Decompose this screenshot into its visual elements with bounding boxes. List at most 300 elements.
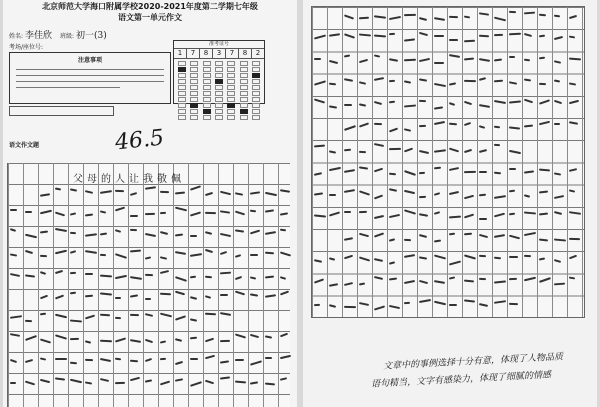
ink-stroke [314, 214, 326, 217]
ink-stroke [494, 59, 502, 62]
name-value: 李佳欣 [25, 31, 53, 41]
ink-stroke [160, 191, 169, 193]
ink-stroke [479, 234, 488, 238]
answer-bubble [227, 79, 235, 84]
school-header: 北京师范大学海口附属学校2020-2021年度第二学期七年级 [42, 2, 258, 11]
ink-stroke [280, 189, 290, 193]
answer-bubble [178, 97, 186, 102]
ink-stroke [509, 189, 515, 192]
ink-stroke [314, 145, 325, 148]
answer-bubble [252, 91, 260, 96]
ink-stroke [464, 233, 472, 236]
ink-stroke [55, 250, 67, 255]
ink-stroke [569, 255, 577, 260]
ink-stroke [130, 314, 139, 316]
ink-stroke [479, 278, 486, 280]
ink-stroke [70, 188, 77, 191]
ink-stroke [220, 294, 228, 296]
ink-stroke [494, 257, 501, 260]
ink-stroke [404, 128, 411, 132]
ink-stroke [389, 100, 395, 103]
id-digit: 2 [255, 49, 261, 57]
ink-stroke [464, 79, 476, 81]
ink-stroke [449, 190, 459, 194]
ink-stroke [175, 207, 187, 212]
ink-stroke [265, 335, 272, 338]
ink-stroke [40, 379, 50, 383]
handwritten-line [312, 207, 584, 227]
ink-stroke [554, 61, 561, 65]
ink-stroke [85, 233, 97, 236]
ink-stroke [329, 82, 336, 85]
ink-stroke [449, 261, 461, 266]
ink-stroke [85, 340, 91, 343]
ink-stroke [374, 15, 386, 18]
answer-bubble [203, 67, 211, 72]
ink-stroke [389, 304, 400, 308]
ink-stroke [389, 148, 401, 150]
ink-stroke [374, 35, 386, 38]
ink-stroke [175, 276, 187, 282]
ink-stroke [539, 169, 550, 172]
handwritten-line [312, 118, 584, 138]
answer-bubble [240, 79, 248, 84]
ink-stroke [344, 237, 353, 241]
ink-stroke [404, 80, 411, 83]
ink-stroke [329, 151, 336, 154]
ink-stroke [419, 17, 427, 21]
ink-stroke [569, 15, 577, 19]
answer-bubble [203, 85, 211, 90]
ink-stroke [524, 211, 536, 214]
ink-stroke [539, 14, 546, 17]
ink-stroke [55, 314, 67, 319]
ink-stroke [524, 232, 536, 236]
ink-stroke [464, 213, 474, 218]
ink-stroke [265, 231, 276, 235]
ink-stroke [85, 295, 93, 298]
ink-stroke [250, 254, 258, 256]
ink-stroke [449, 304, 457, 306]
ink-stroke [524, 98, 533, 103]
marking-box [9, 106, 114, 116]
ink-stroke [25, 381, 35, 386]
ink-stroke [494, 281, 506, 284]
answer-bubble [178, 103, 186, 108]
ink-stroke [85, 381, 92, 384]
ink-stroke [100, 275, 112, 278]
ink-stroke [464, 101, 472, 105]
answer-bubble [190, 109, 198, 114]
ink-stroke [314, 35, 326, 40]
ink-stroke [419, 195, 426, 197]
ink-stroke [190, 211, 201, 216]
ink-stroke [359, 81, 366, 85]
ink-stroke [389, 33, 395, 36]
answer-bubble [215, 79, 223, 84]
ink-stroke [569, 121, 578, 125]
ink-stroke [464, 122, 471, 126]
ink-stroke [25, 359, 33, 363]
ink-stroke [344, 104, 352, 106]
answer-bubble [215, 109, 223, 114]
ink-stroke [434, 192, 440, 196]
answer-bubble [215, 73, 223, 78]
ink-stroke [509, 126, 520, 129]
ink-stroke [389, 238, 395, 241]
ink-stroke [40, 255, 47, 257]
handwritten-line [312, 96, 584, 116]
id-grid-label: 准考证号 [174, 41, 264, 49]
ink-stroke [145, 358, 152, 362]
ink-stroke [40, 357, 46, 360]
ink-stroke [329, 194, 336, 196]
ink-stroke [374, 143, 384, 147]
ink-stroke [100, 254, 106, 256]
ink-stroke [554, 15, 560, 18]
ink-stroke [100, 340, 112, 343]
bubble-column [237, 60, 249, 120]
ink-stroke [40, 210, 52, 215]
ink-stroke [280, 251, 291, 256]
answer-bubble [215, 61, 223, 66]
ink-stroke [175, 378, 183, 381]
ink-stroke [55, 228, 67, 232]
answer-bubble [215, 85, 223, 90]
ink-stroke [539, 57, 545, 60]
ink-stroke [314, 98, 325, 103]
answer-bubble [178, 115, 186, 120]
ink-stroke [280, 377, 287, 381]
answer-bubble [252, 61, 260, 66]
ink-stroke [100, 232, 107, 235]
ink-stroke [494, 234, 505, 238]
ink-stroke [220, 251, 227, 255]
ink-stroke [464, 16, 470, 19]
answer-bubbles [174, 59, 264, 121]
ink-stroke [374, 168, 383, 173]
ink-stroke [434, 62, 444, 64]
ink-stroke [524, 78, 531, 81]
ink-stroke [190, 185, 201, 190]
handwritten-line [8, 225, 290, 245]
ink-stroke [389, 59, 398, 63]
ink-stroke [55, 358, 67, 360]
answer-bubble [178, 85, 186, 90]
ink-stroke [479, 255, 486, 257]
ink-stroke [130, 339, 141, 343]
ink-stroke [344, 125, 356, 131]
ink-stroke [130, 229, 137, 231]
ink-stroke [329, 304, 336, 308]
ink-stroke [479, 104, 490, 108]
ink-stroke [205, 380, 214, 385]
ink-stroke [359, 190, 370, 195]
ink-stroke [235, 291, 245, 296]
ink-stroke [479, 303, 488, 307]
ink-stroke [434, 300, 446, 305]
ink-stroke [554, 195, 564, 199]
ink-stroke [235, 192, 243, 195]
notice-title: 注意事项 [77, 57, 102, 64]
ink-stroke [419, 150, 429, 154]
ink-stroke [205, 249, 213, 253]
ink-stroke [190, 296, 197, 300]
handwritten-line [312, 296, 584, 316]
answer-bubble [203, 97, 211, 102]
class-label: 班级: [59, 33, 74, 40]
ink-stroke [509, 150, 521, 154]
answer-bubble [215, 103, 223, 108]
ink-stroke [70, 250, 76, 254]
ink-stroke [160, 231, 168, 235]
ink-stroke [205, 276, 212, 279]
bubble-column [250, 60, 262, 120]
answer-bubble [190, 103, 198, 108]
answer-bubble [190, 91, 198, 96]
ink-stroke [55, 377, 65, 380]
ink-stroke [359, 122, 369, 127]
answer-bubble [178, 73, 186, 78]
ink-stroke [464, 58, 474, 61]
ink-stroke [235, 333, 246, 338]
answer-bubble [215, 67, 223, 72]
handwritten-line [312, 229, 584, 249]
answer-bubble [190, 79, 198, 84]
ink-stroke [434, 239, 441, 242]
ink-stroke [220, 360, 229, 363]
handwritten-line [312, 185, 584, 205]
ink-stroke [524, 277, 536, 282]
ink-stroke [10, 209, 17, 211]
ink-stroke [40, 271, 46, 275]
answer-bubble [252, 109, 260, 114]
ink-stroke [250, 334, 259, 338]
answer-bubble [227, 109, 235, 114]
ink-stroke [344, 255, 353, 260]
ink-stroke [494, 212, 505, 217]
ink-stroke [329, 284, 338, 288]
ink-stroke [464, 194, 474, 199]
answer-bubble [190, 115, 198, 120]
ink-stroke [329, 211, 340, 216]
ink-stroke [344, 55, 350, 58]
ink-stroke [344, 305, 356, 307]
ink-stroke [509, 56, 515, 58]
ink-stroke [130, 377, 140, 382]
ink-stroke [10, 382, 16, 384]
ink-stroke [524, 125, 533, 128]
ink-stroke [374, 258, 383, 262]
ink-stroke [464, 40, 475, 43]
seat-label: 考场/座位号: [9, 44, 44, 51]
answer-bubble [240, 91, 248, 96]
ink-stroke [509, 256, 518, 258]
ink-stroke [70, 362, 77, 365]
ink-stroke [509, 302, 518, 304]
ink-stroke [100, 210, 106, 213]
answer-bubble [215, 91, 223, 96]
ink-stroke [115, 358, 121, 361]
answer-bubble [240, 61, 248, 66]
ink-stroke [404, 254, 415, 258]
answer-bubble [252, 79, 260, 84]
ink-stroke [314, 80, 326, 85]
ink-stroke [524, 194, 530, 197]
answer-bubble [240, 67, 248, 72]
id-digit: 8 [200, 49, 213, 58]
essay-grid-right [311, 6, 585, 318]
ink-stroke [479, 171, 487, 173]
ink-stroke [10, 359, 17, 363]
ink-stroke [314, 173, 322, 177]
ink-stroke [265, 252, 274, 255]
handwritten-line [8, 309, 290, 329]
ink-stroke [434, 17, 445, 21]
ink-stroke [404, 301, 410, 303]
ink-stroke [85, 315, 95, 320]
ink-stroke [539, 121, 550, 126]
handwritten-line [8, 372, 290, 392]
ink-stroke [524, 171, 534, 174]
ink-stroke [524, 12, 535, 15]
essay-title: 父母的人让我敬佩 [73, 174, 185, 185]
answer-bubble [203, 61, 211, 66]
ink-stroke [145, 339, 153, 343]
ink-stroke [419, 234, 427, 238]
ink-stroke [190, 318, 197, 321]
ink-stroke [280, 212, 288, 215]
ink-stroke [524, 59, 530, 62]
notice-line [16, 87, 120, 88]
ink-stroke [479, 12, 489, 15]
ink-stroke [539, 82, 546, 84]
ink-stroke [130, 276, 142, 280]
ink-stroke [539, 258, 545, 261]
id-number-grid [173, 40, 265, 104]
ink-stroke [25, 250, 33, 254]
ink-stroke [55, 270, 63, 274]
ink-stroke [374, 194, 383, 199]
ink-stroke [235, 359, 244, 361]
answer-bubble [203, 115, 211, 120]
ink-stroke [434, 35, 444, 37]
ink-stroke [419, 100, 426, 102]
ink-stroke [404, 104, 416, 107]
handwritten-line [8, 267, 290, 287]
ink-stroke [569, 36, 575, 39]
ink-stroke [314, 279, 324, 284]
ink-stroke [359, 167, 368, 170]
notice-line [16, 75, 164, 76]
ink-stroke [25, 234, 37, 239]
ink-stroke [265, 276, 274, 279]
answer-bubble [178, 61, 186, 66]
ink-stroke [220, 312, 231, 316]
ink-stroke [280, 229, 286, 232]
answer-bubble [190, 67, 198, 72]
ink-stroke [10, 253, 17, 256]
ink-stroke [419, 78, 427, 81]
ink-stroke [404, 280, 415, 284]
ink-stroke [374, 276, 383, 280]
ink-stroke [70, 212, 76, 215]
ink-stroke [115, 337, 126, 342]
ink-stroke [554, 238, 566, 241]
answer-bubble [240, 109, 248, 114]
ink-stroke [175, 338, 182, 342]
ink-stroke [160, 256, 167, 260]
ink-stroke [389, 16, 401, 20]
ink-stroke [344, 282, 353, 286]
id-digit: 7 [187, 49, 200, 58]
ink-stroke [205, 231, 212, 235]
ink-stroke [314, 303, 320, 305]
ink-stroke [115, 253, 127, 259]
ink-stroke [554, 100, 562, 104]
ink-stroke [509, 100, 521, 103]
ink-stroke [344, 169, 355, 173]
ink-stroke [569, 100, 579, 104]
ink-stroke [374, 55, 380, 58]
ink-stroke [145, 379, 152, 382]
notice-line [16, 69, 164, 70]
ink-stroke [85, 273, 93, 275]
bubble-column [201, 60, 213, 120]
ink-stroke [250, 230, 260, 235]
ink-stroke [569, 189, 575, 192]
ink-stroke [190, 235, 197, 237]
ink-stroke [100, 358, 111, 362]
answer-bubble [252, 85, 260, 90]
ink-stroke [130, 294, 138, 297]
ink-stroke [145, 256, 151, 259]
ink-stroke [235, 381, 246, 384]
ink-stroke [25, 274, 35, 277]
ink-stroke [554, 283, 565, 286]
ink-stroke [100, 314, 110, 317]
ink-stroke [280, 276, 286, 280]
ink-stroke [344, 189, 355, 193]
ink-stroke [115, 275, 127, 279]
ink-stroke [524, 33, 532, 37]
ink-stroke [145, 274, 153, 276]
ink-stroke [265, 209, 274, 212]
ink-stroke [479, 125, 485, 129]
ink-stroke [329, 257, 335, 260]
ink-stroke [55, 212, 65, 217]
answer-bubble [178, 91, 186, 96]
ink-stroke [250, 191, 260, 194]
ink-stroke [569, 238, 580, 240]
ink-stroke [359, 103, 366, 106]
ink-stroke [85, 190, 93, 194]
ink-stroke [85, 250, 97, 254]
answer-bubble [203, 109, 211, 114]
ink-stroke [329, 167, 341, 171]
right-page [303, 0, 597, 407]
ink-stroke [329, 105, 337, 108]
ink-stroke [130, 360, 138, 363]
bubble-column [213, 60, 225, 120]
ink-stroke [344, 211, 351, 213]
ink-stroke [115, 207, 125, 212]
handwritten-line [8, 204, 290, 224]
ink-stroke [359, 211, 367, 213]
answer-bubble [227, 103, 235, 108]
answer-bubble [240, 73, 248, 78]
ink-stroke [344, 78, 353, 82]
